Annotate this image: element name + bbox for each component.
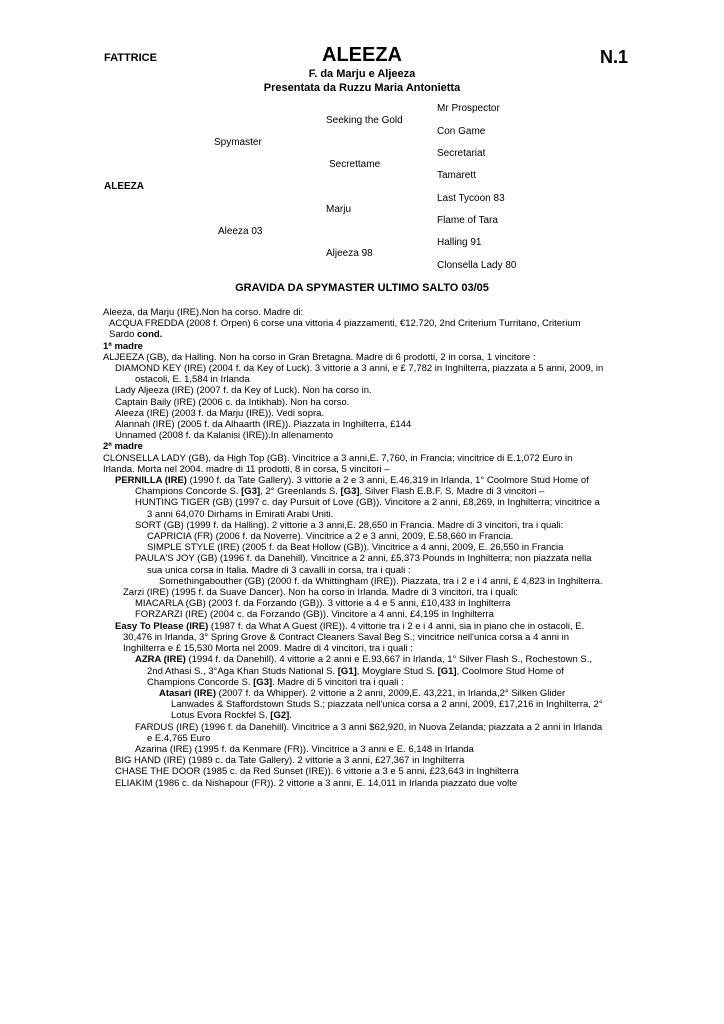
text: CAPRICIA (FR) (2006 f. da Noverre). Vincitrice a 2 e 3 anni, 2009, E.58,660 in Francia. — [147, 531, 514, 543]
pedigree-g3-8: Clonsella Lady 80 — [437, 260, 517, 271]
record-line — [103, 397, 623, 408]
text: (1990 f. da Tate Gallery). 3 vittorie a 2 e 3 anni, E.46,319 in Irlanda, 1° Coolmore Stud Home of — [186, 475, 589, 487]
text: ostacoli, E. 1,584 in Irlanda — [135, 374, 250, 386]
record-line — [103, 666, 623, 677]
record-line — [103, 352, 623, 363]
text: (1987 f. da What A Guest (IRE)). 4 vittorie tra i 2 e i 4 anni, sia in piano che in ostacoli, E. — [208, 620, 585, 632]
record-line — [103, 778, 623, 789]
pedigree-g3-4: Tamarett — [437, 170, 476, 181]
text: , Silver Flash E.B.F. S. Madre di 3 vincitori – — [359, 486, 545, 498]
record-line — [103, 722, 623, 733]
record-line — [103, 699, 623, 710]
record-line — [103, 531, 623, 542]
text: Irlanda. Morta nel 2004. madre di 11 prodotti, 8 in corsa, 5 vincitori – — [103, 463, 390, 475]
text: , 2° Greenlands S. — [260, 486, 341, 498]
text: , Moyglare Stud S. — [356, 665, 438, 677]
pedigree-dam-dam: Aljeeza 98 — [326, 248, 373, 259]
parentage-subtitle: F. da Marju e Aljeeza — [308, 68, 416, 80]
text: (2007 f. da Whipper). 2 vittorie a 2 anni, 2009,E. 43,221, in Irlanda,2° Silken Glider — [216, 687, 566, 699]
text: Lanwades & Staffordstown Studs S.; piazzata nell'unica corsa a 2 anni, 2009, £17,216 in Inghilterra, 2° — [171, 699, 603, 711]
text: SIMPLE STYLE (IRE) (2005 f. da Beat Hollow (GB)). Vincitrice a 4 anni, 2009, E. 26,550 in Francia — [147, 542, 564, 554]
record-line — [103, 643, 623, 654]
record-line — [103, 654, 623, 665]
pedigree-sire-dam: Secrettame — [329, 159, 381, 170]
record-line — [103, 576, 623, 587]
record-line — [103, 307, 623, 318]
text: PAULA'S JOY (GB) (1996 f. da Danehill). Vincitrice a 2 anni, £5,373 Pounds in Inghilterra; non piazzata nella — [135, 553, 592, 565]
bold-text: 2ª madre — [103, 441, 143, 453]
pedigree-sire: Spymaster — [214, 137, 262, 148]
bold-text: AZRA (IRE) — [135, 654, 186, 666]
record-line — [103, 553, 623, 564]
text: Lady Aljeeza (IRE) (2007 f. da Key of Luck). Non ha corso in. — [115, 385, 372, 397]
text: FARDUS (IRE) (1996 f. da Danehill). Vincitrice a 3 anni $62,920, in Nuova Zelanda; piazzata a 2 anni in Irlanda — [135, 721, 603, 733]
bold-text: Easy To Please (IRE) — [115, 620, 209, 632]
section-heading-second-dam — [103, 441, 623, 452]
text: Champions Concorde S. — [135, 486, 242, 498]
text: Inghilterra e £ 15,530 Morta nel 2009. Madre di 4 vincitori, tra i quali : — [123, 643, 413, 655]
bold-text: [G3] — [253, 676, 273, 688]
record-line — [103, 587, 623, 598]
text: SORT (GB) (1999 f. da Halling). 2 vittorie a 3 anni,E. 28,650 in Francia. Madre di 3 vincitori, tra i quali: — [135, 519, 564, 531]
record-line — [103, 329, 623, 340]
pedigree-g3-5: Last Tycoon 83 — [437, 193, 505, 204]
bold-text: [G2] — [270, 710, 290, 722]
record-line — [103, 766, 623, 777]
pedigree-g3-7: Halling 91 — [437, 237, 482, 248]
text: Somethingabouther (GB) (2000 f. da Whittingham (IRE)). Piazzata, tra i 2 e i 4 anni, £ 4,823 in Inghilterra. — [159, 575, 603, 587]
text: CHASE THE DOOR (1985 c. da Red Sunset (IRE)). 6 vittorie a 3 e 5 anni, £23,643 in Inghilterra — [115, 766, 519, 778]
text: . — [289, 710, 292, 722]
bold-text: Atasari (IRE) — [159, 687, 217, 699]
pedigree-g3-2: Con Game — [437, 126, 486, 137]
record-line — [103, 453, 623, 464]
family-record — [103, 307, 623, 789]
text: sua unica corsa in Italia. Madre di 3 cavalli in corsa, tra i quali : — [147, 564, 411, 576]
record-line — [103, 621, 623, 632]
text: Alannah (IRE) (2005 f. da Alhaarth (IRE)). Piazzata in Inghilterra, £144 — [115, 419, 412, 431]
text: DIAMOND KEY (IRE) (2004 f. da Key of Luck). 3 vittorie a 3 anni, e £ 7,782 in Inghilterra, piazzata a 5 anni, 2009, in — [115, 363, 604, 375]
text: . Madre di 5 vincitori tra i quali : — [272, 676, 404, 688]
record-line — [103, 565, 623, 576]
record-line — [103, 430, 623, 441]
record-line — [103, 419, 623, 430]
bold-text: [G3] — [241, 486, 261, 498]
record-line — [103, 733, 623, 744]
text: CLONSELLA LADY (GB), da High Top (GB). Vincitrice a 3 anni,E. 7,760, in Francia; vincitrice di E.1,072 Euro in — [103, 452, 573, 464]
pedigree-dam-sire: Marju — [326, 204, 352, 215]
record-line — [103, 385, 623, 396]
text: (1994 f. da Danehill). 4 vittorie a 2 anni e E.93,667 in Irlanda, 1° Silver Flash S., Rochestown S., — [185, 654, 593, 666]
record-line — [103, 688, 623, 699]
record-line — [103, 475, 623, 486]
text: Azarina (IRE) (1995 f. da Kenmare (FR)). Vincitrice a 3 anni e E. 6,148 in Irlanda — [135, 743, 474, 755]
pedigree-g3-3: Secretariat — [437, 148, 486, 159]
record-line — [103, 710, 623, 721]
record-line — [103, 598, 623, 609]
bold-text: [G1] — [437, 665, 457, 677]
record-line — [103, 609, 623, 620]
text: e E.4,765 Euro — [147, 732, 211, 744]
record-line — [103, 509, 623, 520]
bold-text: 1ª madre — [103, 340, 143, 352]
record-line — [103, 318, 623, 329]
text: Aleeza (IRE) (2003 f. da Marju (IRE)). Vedi sopra. — [115, 407, 325, 419]
record-line — [103, 755, 623, 766]
text: HUNTING TIGER (GB) (1997 c. day Pursuit of Love (GB)). Vincitore a 2 anni, £8,269, in Inghilterra; vincitrice a — [135, 497, 600, 509]
text: ACQUA FREDDA (2008 f. Orpen) 6 corse una vittoria 4 piazzamenti, €12.720, 2nd Criterium Turritano, Criterium — [109, 318, 581, 330]
bold-text: [G1] — [337, 665, 357, 677]
text: Lotus Evora Rockfel S. — [171, 710, 271, 722]
section-heading-first-dam — [103, 341, 623, 352]
record-line — [103, 486, 623, 497]
text: Unnamed (2008 f. da Kalanisi (IRE)).In allenamento — [115, 430, 334, 442]
pedigree-dam: Aleeza 03 — [218, 226, 263, 237]
bold-text: [G3] — [340, 486, 360, 498]
record-line — [103, 677, 623, 688]
horse-name-title: ALEEZA — [322, 44, 402, 66]
document-label: FATTRICE — [104, 52, 157, 64]
pedigree-g3-1: Mr Prospector — [437, 103, 500, 114]
record-line — [103, 542, 623, 553]
text: Champions Concorde S. — [147, 676, 254, 688]
lot-number: N.1 — [599, 47, 628, 67]
text: FORZARZI (IRE) (2004 c. da Forzando (GB)). Vincitore a 4 anni, £4,195 in Inghilterra — [135, 609, 494, 621]
pregnancy-status-headline: GRAVIDA DA SPYMASTER ULTIMO SALTO 03/05 — [235, 282, 489, 294]
pedigree-sire-sire: Seeking the Gold — [326, 115, 403, 126]
record-line — [103, 744, 623, 755]
bold-text: PERNILLA (IRE) — [115, 475, 187, 487]
record-line — [103, 374, 623, 385]
text: Captain Baily (IRE) (2006 c. da Intikhab). Non ha corso. — [115, 396, 350, 408]
text: ELIAKIM (1986 c. da Nishapour (FR)). 2 vittorie a 3 anni, E. 14,011 in Irlanda piazzato due volte — [115, 777, 518, 789]
record-line — [103, 632, 623, 643]
text: 30,476 in Irlanda, 3° Spring Grove & Contract Cleaners Saval Beg S.; vincitrice nell'unica corsa a 4 anni in — [123, 631, 570, 643]
text: , Coolmore Stud Home of — [456, 665, 564, 677]
text: Zarzi (IRE) (1995 f. da Suave Dancer). Non ha corso in Irlanda. Madre di 3 vincitori, tra i quali: — [123, 587, 518, 599]
text: BIG HAND (IRE) (1989 c. da Tate Gallery). 2 vittorie a 3 anni, £27,367 in Inghilterra — [115, 755, 465, 767]
record-line — [103, 497, 623, 508]
text: 3 anni 64,070 Dirhams in Emirati Arabi Uniti. — [147, 508, 334, 520]
text: Aleeza, da Marju (IRE).Non ha corso. Madre di: — [103, 307, 304, 318]
text: 2nd Athasi S., 3°Aga Khan Studs National S. — [147, 665, 338, 677]
text: MIACARLA (GB) (2003 f. da Forzando (GB)). 3 vittorie a 4 e 5 anni, £10,433 in Inghilterra — [135, 598, 511, 610]
record-line — [103, 520, 623, 531]
pedigree-horse: ALEEZA — [104, 181, 144, 192]
record-line — [103, 408, 623, 419]
presenter-subtitle: Presentata da Ruzzu Maria Antonietta — [263, 82, 461, 94]
record-line — [103, 363, 623, 374]
bold-text: cond. — [137, 329, 163, 341]
record-line — [103, 464, 623, 475]
pedigree-g3-6: Flame of Tara — [437, 215, 498, 226]
text: ALJEEZA (GB), da Halling. Non ha corso in Gran Bretagna. Madre di 6 prodotti, 2 in corsa, 1 vincitore : — [103, 351, 536, 363]
text: Sardo — [109, 329, 137, 341]
